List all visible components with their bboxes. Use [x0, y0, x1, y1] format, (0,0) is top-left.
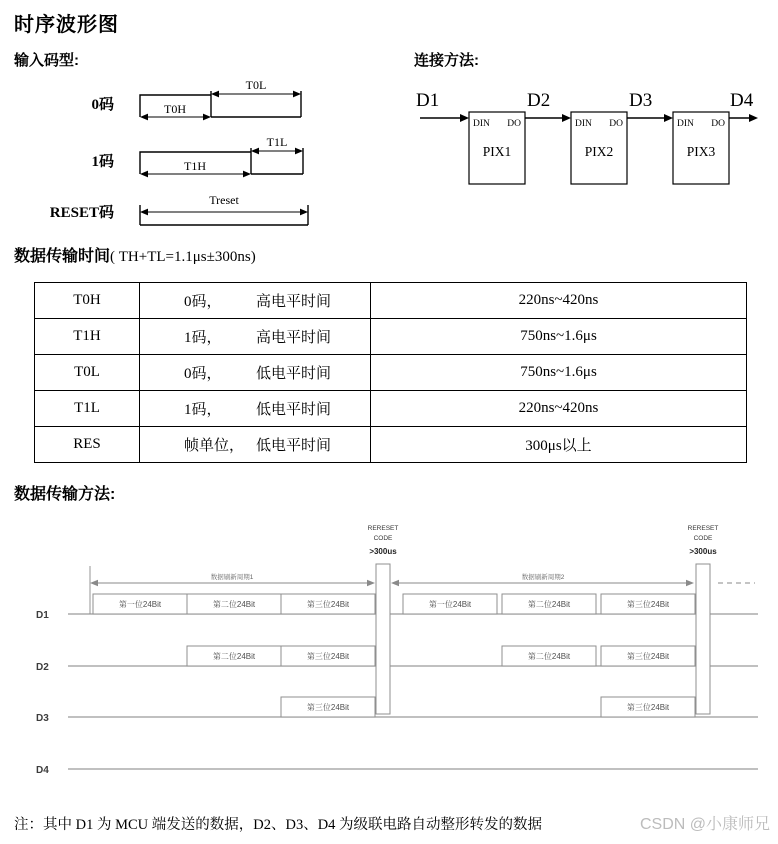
- symbol-cell: T0H: [35, 283, 140, 319]
- reset-code-line2: CODE: [693, 535, 713, 542]
- value-cell: 750ns~1.6μs: [371, 355, 747, 391]
- d2-cycle2-blocks: [502, 646, 695, 666]
- reset-code-caption-2: [688, 525, 719, 556]
- desc-cell: [140, 319, 371, 355]
- cycle1-label: 数据刷新周期1: [210, 574, 254, 581]
- reset-waveform-diagram: [130, 193, 320, 229]
- d1-cycle1-blocks: [93, 594, 375, 614]
- transmission-heading: 数据传输方法:: [14, 486, 116, 503]
- wire-label-d1: D1: [416, 90, 440, 111]
- code0-waveform-diagram: [130, 79, 320, 127]
- reset-code-line2: CODE: [373, 535, 393, 542]
- bit-block-label: 第三位24Bit: [626, 703, 670, 712]
- code1-label: 1码: [91, 153, 114, 170]
- timing-section-heading: [14, 243, 762, 266]
- value-cell: 750ns~1.6μs: [371, 319, 747, 355]
- wire-label-d4: D4: [730, 90, 754, 111]
- code-type: 1码，: [184, 330, 222, 346]
- symbol-cell: T1L: [35, 391, 140, 427]
- wire-label-d2: D2: [527, 90, 551, 111]
- desc-cell: [140, 427, 371, 463]
- table-row: [35, 427, 747, 463]
- pixel-name: PIX3: [686, 144, 716, 159]
- level-desc: 高电平时间: [256, 330, 332, 346]
- reset-code-line1: RERESET: [367, 525, 399, 532]
- page-title: 时序波形图: [14, 14, 119, 36]
- table-row: [35, 355, 747, 391]
- waveform-row-code0: [14, 79, 414, 127]
- cycle2-label: 数据刷新周期2: [521, 574, 565, 581]
- level-desc: 低电平时间: [256, 366, 332, 382]
- pixel-box-1: [469, 112, 525, 184]
- connection-heading: 连接方法:: [414, 52, 479, 69]
- watermark: CSDN @小康师兄: [639, 816, 770, 833]
- reset-code-label: RESET码: [49, 204, 114, 221]
- t1h-measure-label: T1H: [184, 159, 206, 173]
- d3-cycle2-blocks: [601, 697, 695, 717]
- reset-code-line1: RERESET: [687, 525, 719, 532]
- reset-pulse-shape: [140, 205, 308, 225]
- din-pin-label: DIN: [677, 119, 694, 129]
- reset-code-caption-1: [368, 525, 399, 556]
- code-type: 0码，: [184, 366, 222, 382]
- value-cell: 220ns~420ns: [371, 283, 747, 319]
- pixel-box-2: [571, 112, 627, 184]
- treset-measure-arrow: [140, 209, 308, 216]
- symbol-cell: T1H: [35, 319, 140, 355]
- timing-condition: ( TH+TL=1.1μs±300ns): [110, 249, 256, 265]
- channel-label-d1: D1: [36, 610, 49, 621]
- input-codes-section: [14, 49, 414, 229]
- bit-block-label: 第三位24Bit: [306, 600, 350, 609]
- t0l-measure-label: T0L: [245, 79, 267, 92]
- desc-cell: [140, 355, 371, 391]
- pixel-name: PIX1: [482, 144, 512, 159]
- table-row: [35, 391, 747, 427]
- t1l-measure-label: T1L: [266, 136, 288, 149]
- do-pin-label: DO: [711, 119, 725, 129]
- channel-label-d2: D2: [36, 662, 49, 673]
- reset-code-line3: >300us: [689, 547, 717, 556]
- din-pin-label: DIN: [473, 119, 490, 129]
- t0h-measure-label: T0H: [164, 102, 186, 116]
- level-desc: 低电平时间: [256, 402, 332, 418]
- symbol-cell: T0L: [35, 355, 140, 391]
- bit-block-label: 第二位24Bit: [212, 652, 256, 661]
- symbol-cell: RES: [35, 427, 140, 463]
- desc-cell: [140, 391, 371, 427]
- bit-block-label: 第一位24Bit: [118, 600, 162, 609]
- code-type: 帧单位，: [184, 438, 245, 454]
- code-type: 0码，: [184, 294, 222, 310]
- code0-label: 0码: [91, 96, 114, 113]
- d1-cycle2-blocks: [403, 594, 695, 614]
- transmission-diagram: [28, 514, 758, 799]
- level-desc: 高电平时间: [256, 294, 332, 310]
- d3-cycle1-blocks: [281, 697, 375, 717]
- bit-block-label: 第三位24Bit: [626, 652, 670, 661]
- channel-label-d3: D3: [36, 713, 49, 724]
- d2-cycle1-blocks: [187, 646, 375, 666]
- table-row: [35, 283, 747, 319]
- code1-waveform-diagram: [130, 136, 320, 184]
- timing-table: [34, 282, 747, 463]
- bit-block-label: 第三位24Bit: [306, 652, 350, 661]
- level-desc: 低电平时间: [256, 438, 332, 454]
- bit-block-label: 第二位24Bit: [527, 652, 571, 661]
- connection-section: [414, 49, 762, 229]
- channel-label-d4: D4: [36, 765, 49, 776]
- value-cell: 220ns~420ns: [371, 391, 747, 427]
- bit-block-label: 第三位24Bit: [306, 703, 350, 712]
- table-row: [35, 319, 747, 355]
- waveform-row-reset: [14, 193, 414, 229]
- do-pin-label: DO: [507, 119, 521, 129]
- connection-diagram: [414, 90, 759, 198]
- bit-block-label: 第三位24Bit: [626, 600, 670, 609]
- code-type: 1码，: [184, 402, 222, 418]
- value-cell: 300μs以上: [371, 427, 747, 463]
- wire-label-d3: D3: [629, 90, 653, 111]
- code1-pulse-shape: [140, 148, 303, 174]
- bit-block-label: 第一位24Bit: [428, 600, 472, 609]
- pixel-box-3: [673, 112, 729, 184]
- top-section: [14, 49, 762, 229]
- bit-block-label: 第二位24Bit: [527, 600, 571, 609]
- din-pin-label: DIN: [575, 119, 592, 129]
- desc-cell: [140, 283, 371, 319]
- do-pin-label: DO: [609, 119, 623, 129]
- waveform-row-code1: [14, 136, 414, 184]
- reset-pulse-bar-2: [696, 564, 710, 714]
- timing-heading-text: 数据传输时间: [14, 248, 111, 265]
- footer-note: 注：其中 D1 为 MCU 端发送的数据，D2、D3、D4 为级联电路自动整形转发的数据: [14, 817, 543, 833]
- input-codes-heading: 输入码型:: [14, 52, 79, 69]
- treset-measure-label: Treset: [209, 193, 239, 207]
- reset-code-line3: >300us: [369, 547, 397, 556]
- pixel-name: PIX2: [584, 144, 614, 159]
- reset-pulse-bar-1: [376, 564, 390, 714]
- bit-block-label: 第二位24Bit: [212, 600, 256, 609]
- channel-baselines: [68, 614, 758, 769]
